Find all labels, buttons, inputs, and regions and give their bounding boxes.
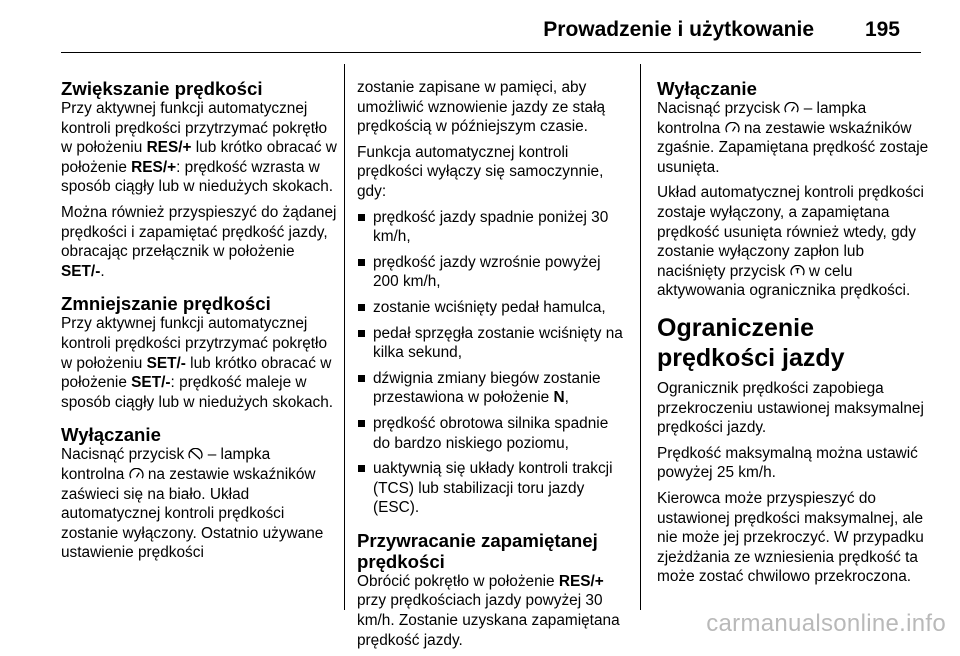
cruise-control-icon [784,102,799,115]
text: – lampka kontrolna [61,446,271,483]
list-item [357,459,629,518]
paragraph: Ogranicznik prędkości zapobiega przekroczeniu ustawionej maksymalnej prędkości jazdy. [657,379,924,437]
text: w celu aktywowania ogranicznika prędkości. [657,262,911,300]
header-rule [61,52,921,53]
speed-limiter-icon [790,265,805,278]
paragraph [61,203,337,281]
res-plus-label: RES/+ [146,139,192,157]
text: Przy aktywnej funkcji automatycznej kontroli prędkości przytrzymać pokrętło w położeniu [61,100,328,157]
list-item [357,253,629,292]
text: Obrócić pokrętło w położenie [357,572,559,590]
column-divider-1 [344,64,345,610]
list-item-text: prędkość obrotowa silnika spadnie do bardzo niskiego poziomu, [373,414,609,452]
heading-increase-speed: Zwiększanie prędkości [61,78,263,99]
paragraph: Funkcja automatycznej kontroli prędkości wyłączy się samoczynnie, gdy: [357,143,604,200]
text: – lampka kontrolna [657,100,867,137]
bullet-square [358,214,365,221]
paragraph [357,572,629,650]
text: Przy aktywnej funkcji automatycznej kontroli prędkości przytrzymać pokrętło w położeniu [61,315,328,372]
list-item [357,298,629,318]
res-plus-label: RES/+ [558,572,604,590]
bullet-square [358,330,365,337]
cruise-off-icon [188,448,203,461]
paragraph [61,314,337,412]
text: przy prędkościach jazdy powyżej 30 km/h. Zostanie uzyskana zapamiętana prędkość jazdy. [357,592,620,649]
page-header [0,14,900,54]
bullet-square [358,420,365,427]
paragraph [61,445,337,563]
text: : prędkość maleje w sposób ciągły lub w niedużych skokach. [61,374,334,411]
text: lub krótko obracać w położenie [61,139,337,176]
set-minus-label: SET/- [61,262,101,280]
text: Układ automatycznej kontroli prędkości zostaje wyłączony, a zapamiętana prędkość usunięta również wtedy, gdy zostanie wyłączony zapłon lub naciśnięty przycisk [657,184,924,280]
column-3 [657,78,929,593]
text: : prędkość wzrasta w sposób ciągły lub w niedużych skokach. [61,158,334,196]
text: na zestawie wskaźników zaświeci się na biało. Układ automatycznej kontroli prędkości zostanie wyłączony. Ostatnio używane ustawienie prędkości [61,465,324,562]
paragraph [657,99,929,177]
list-item-text: uaktywnią się układy kontroli trakcji (TCS) lub stabilizacji toru jazdy (ESC). [373,460,613,517]
list-item-text: zostanie wciśnięty pedał hamulca, [373,298,606,316]
list-item-text: , [564,389,569,407]
paragraph: Prędkość maksymalną można ustawić powyżej 25 km/h. [657,444,918,482]
paragraph: Kierowca może przyspieszyć do ustawionej prędkości maksymalnej, ale nie może jej przekroczyć. W przypadku zjeżdżania ze wzniesienia prędkość ta może zostać chwilowo przekroczona. [657,489,924,586]
text: Nacisnąć przycisk [61,446,189,464]
watermark: carmanualsonline.info [706,610,946,637]
column-2 [357,78,629,656]
cruise-control-icon [725,122,740,135]
text: Nacisnąć przycisk [657,100,785,117]
heading-resume-speed: Przywracanie zapamiętanej prędkości [357,529,598,572]
list-item [357,414,629,453]
text: na zestawie wskaźników zgaśnie. Zapamiętana prędkość zostaje usunięta. [657,119,929,176]
bullet-square [358,375,365,382]
text: . [100,262,105,280]
bullet-square [358,259,365,266]
heading-decrease-speed: Zmniejszanie prędkości [61,293,271,315]
list-item-text: prędkość jazdy wzrośnie powyżej 200 km/h, [373,253,601,291]
text: lub krótko obracać w położenie [61,354,332,392]
heading-switch-off: Wyłączanie [61,424,161,446]
res-plus-label: RES/+ [131,158,177,176]
bullet-square [358,304,365,311]
neutral-gear-label: N [553,389,565,407]
heading-switch-off: Wyłączanie [657,78,757,99]
page-title: Prowadzenie i użytkowanie [543,18,814,41]
list-item [357,324,629,363]
paragraph [657,183,929,301]
set-minus-label: SET/- [131,374,171,392]
heading-speed-limiter: Ograniczenie prędkości jazdy [657,313,845,372]
list-item-text: dźwignia zmiany biegów zostanie przestawiona w położenie [373,369,601,407]
bullet-square [358,465,365,472]
text: Można również przyspieszyć do żądanej prędkości i zapamiętać prędkość jazdy, obracając przełącznik w położenie [61,203,337,261]
paragraph: zostanie zapisane w pamięci, aby umożliwić wznowienie jazdy ze stałą prędkością w późniejszym czasie. [357,79,606,136]
conditions-list [357,208,629,518]
list-item-text: prędkość jazdy spadnie poniżej 30 km/h, [373,208,609,246]
list-item-text: pedał sprzęgła zostanie wciśnięty na kilka sekund, [373,324,623,362]
set-minus-label: SET/- [146,354,186,372]
list-item [357,208,629,247]
list-item [357,369,629,408]
paragraph [61,99,337,197]
column-1 [61,78,337,569]
page-number: 195 [864,18,900,41]
cruise-control-icon [129,468,144,481]
column-divider-2 [640,64,641,610]
